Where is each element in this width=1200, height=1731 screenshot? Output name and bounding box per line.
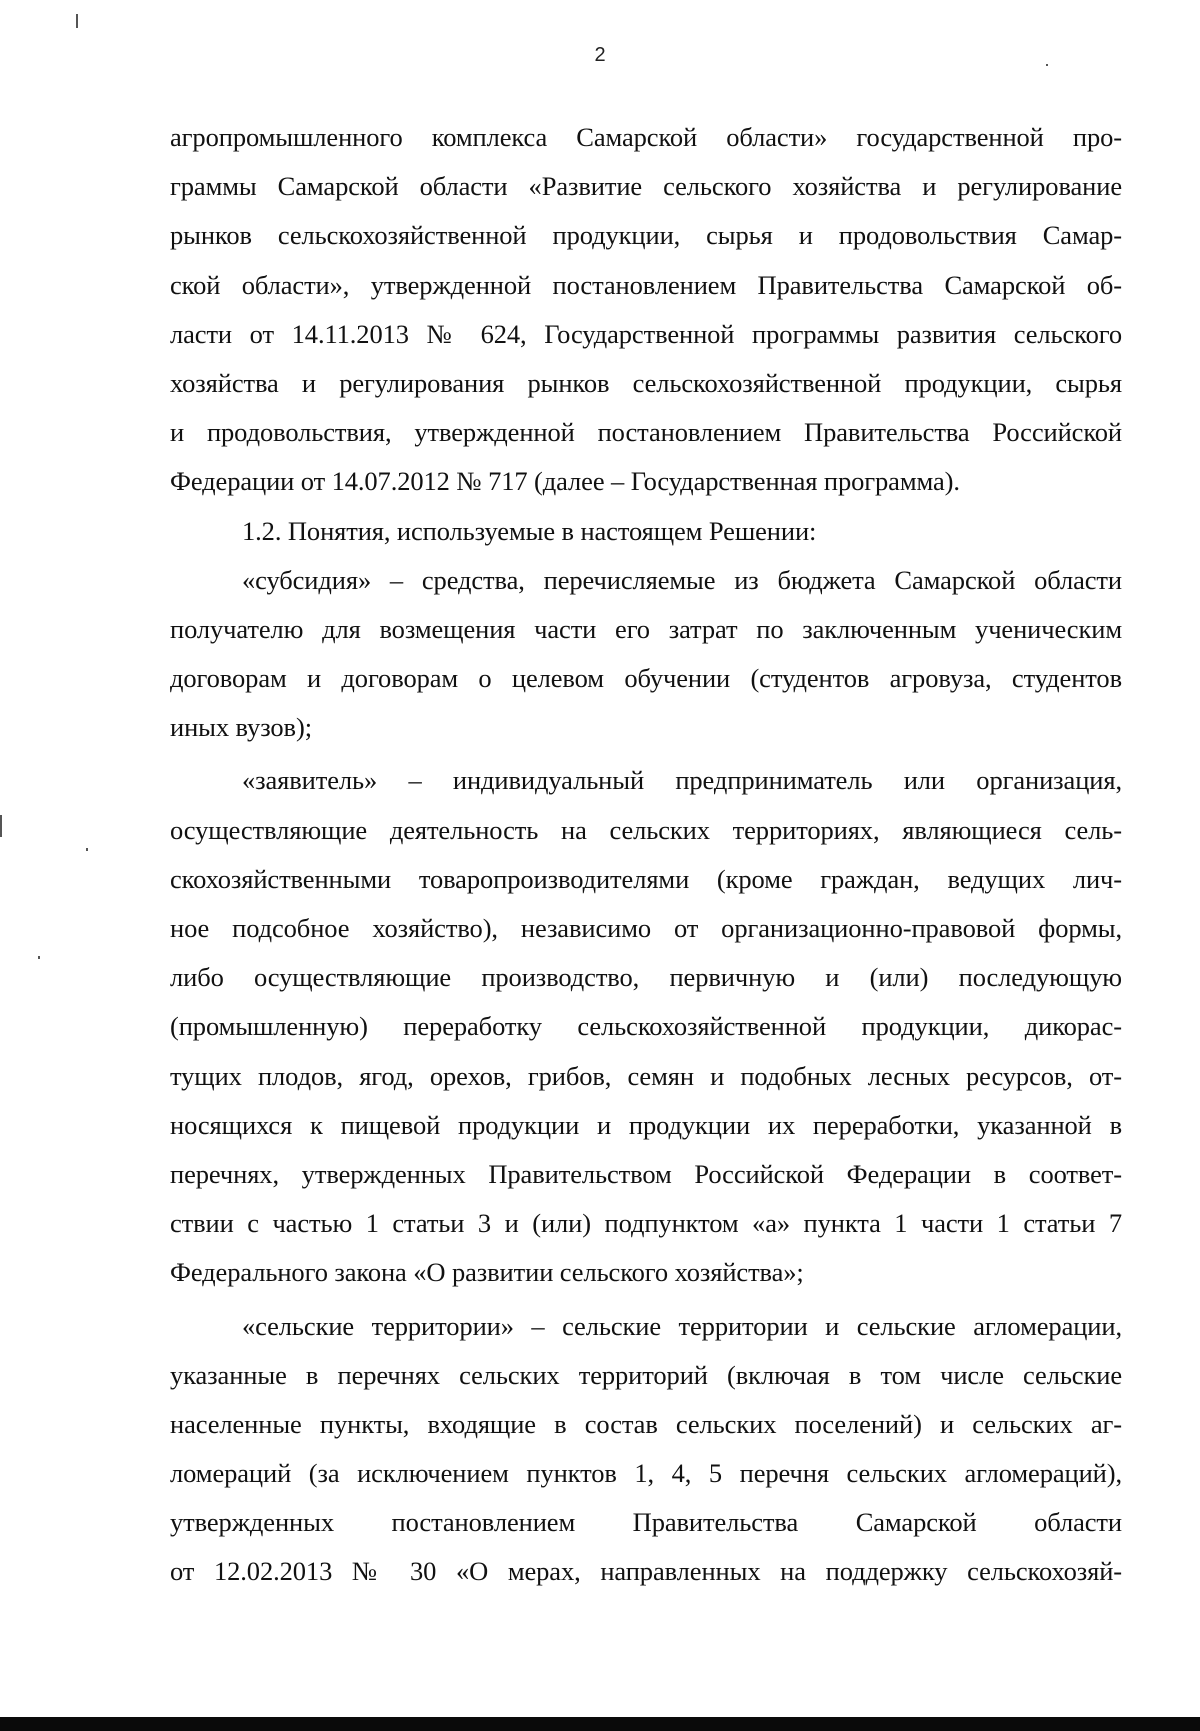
text-line: договорам и договорам о целевом обучении (студентов агровуза, студентов xyxy=(170,663,1122,694)
text-line: «субсидия» – средства, перечисляемые из бюджета Самарской области xyxy=(242,564,1122,595)
text-line: ствии с частью 1 статьи 3 и (или) подпунктом «а» пункта 1 части 1 статьи 7 xyxy=(170,1208,1122,1239)
text-line: граммы Самарской области «Развитие сельского хозяйства и регулирование xyxy=(170,171,1122,202)
text-line: иных вузов); xyxy=(170,712,312,743)
scan-mark xyxy=(86,848,88,851)
text-line: агропромышленного комплекса Самарской области» государственной про- xyxy=(170,122,1122,152)
text-line: ломераций (за исключением пунктов 1, 4, 5 перечня сельских агломераций), xyxy=(170,1458,1122,1489)
text-line: Федерального закона «О развитии сельского хозяйства»; xyxy=(170,1257,804,1288)
text-line: перечнях, утвержденных Правительством Российской Федерации в соответ- xyxy=(170,1158,1122,1189)
paragraph-definition-subsidy xyxy=(170,556,1122,753)
text-line: утвержденных постановлением Правительства Самарской области xyxy=(170,1507,1122,1538)
paragraph-section-heading xyxy=(170,507,1122,556)
paragraph xyxy=(170,113,1122,507)
scan-mark xyxy=(0,815,2,837)
text-line: хозяйства и регулирования рынков сельскохозяйственной продукции, сырья xyxy=(170,367,1122,398)
text-line: от 12.02.2013 № 30 «О мерах, направленных на поддержку сельскохозяй- xyxy=(170,1556,1122,1587)
text-line: получателю для возмещения части его затрат по заключенным ученическим xyxy=(170,613,1122,644)
text-line: тущих плодов, ягод, орехов, грибов, семян и подобных лесных ресурсов, от- xyxy=(170,1060,1122,1091)
text-line: скохозяйственными товаропроизводителями (кроме граждан, ведущих лич- xyxy=(170,863,1122,894)
text-line: (промышленную) переработку сельскохозяйственной продукции, дикорас- xyxy=(170,1011,1122,1042)
text-line: населенные пункты, входящие в состав сельских поселений) и сельских аг- xyxy=(170,1408,1122,1439)
text-line: либо осуществляющие производство, первичную и (или) последующую xyxy=(170,962,1122,993)
page-number: 2 xyxy=(594,44,606,66)
scan-mark xyxy=(76,14,78,28)
text-line: носящихся к пищевой продукции и продукции их переработки, указанной в xyxy=(170,1109,1122,1140)
text-line: Федерации от 14.07.2012 № 717 (далее – Государственная программа). xyxy=(170,466,960,497)
text-line: ное подсобное хозяйство), независимо от организационно-правовой формы, xyxy=(170,913,1122,943)
text-line: рынков сельскохозяйственной продукции, сырья и продовольствия Самар- xyxy=(170,220,1122,251)
paragraph-definition-rural-territories xyxy=(170,1302,1122,1597)
document-body xyxy=(170,113,1122,1597)
text-line: 1.2. Понятия, используемые в настоящем Решении: xyxy=(242,515,817,546)
scan-bottom-edge xyxy=(0,1717,1200,1731)
text-line: и продовольствия, утвержденной постановлением Правительства Российской xyxy=(170,417,1122,448)
text-line: указанные в перечнях сельских территорий (включая в том числе сельские xyxy=(170,1359,1122,1390)
paragraph-definition-applicant xyxy=(170,756,1122,1297)
text-line: «сельские территории» – сельские территории и сельские агломерации, xyxy=(242,1310,1122,1341)
text-line: осуществляющие деятельность на сельских территориях, являющиеся сель- xyxy=(170,814,1122,845)
text-line: ской области», утвержденной постановлением Правительства Самарской об- xyxy=(170,269,1122,300)
text-line: «заявитель» – индивидуальный предприниматель или организация, xyxy=(242,765,1122,796)
text-line: ласти от 14.11.2013 № 624, Государственной программы развития сельского xyxy=(170,318,1122,349)
scan-mark xyxy=(38,956,40,959)
scan-mark xyxy=(1046,64,1048,66)
